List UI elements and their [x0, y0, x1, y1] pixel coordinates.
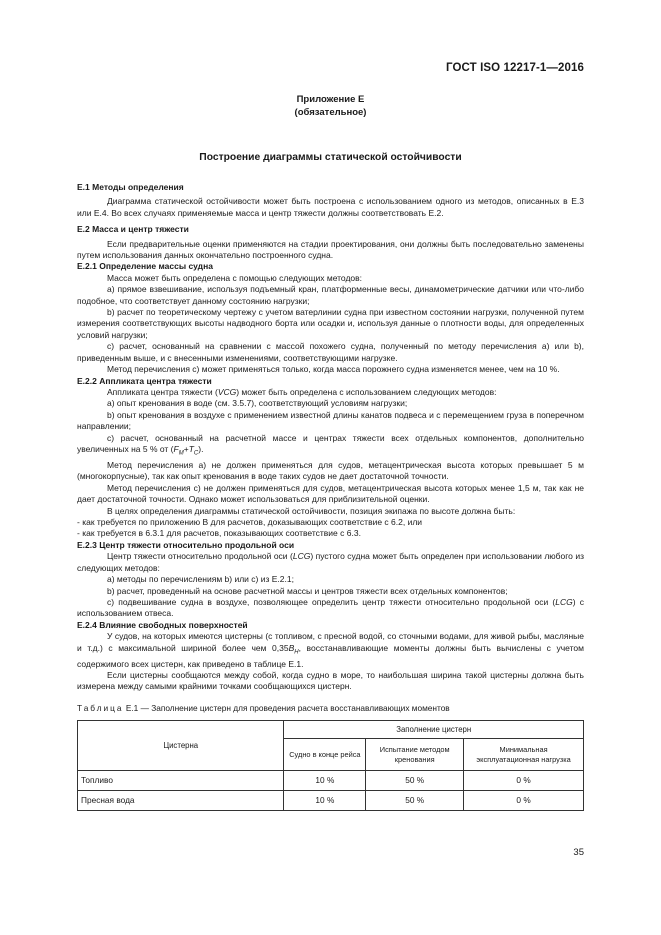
text-run: c) расчет, основанный на расчетной массе и центрах тяжести всех отдельных компонентов, дополнительно увеличенных на 5 % от ( [77, 432, 584, 454]
document-body [77, 179, 584, 811]
column-header-heel-test: Испытание методом кренования [366, 739, 464, 771]
table-row [78, 791, 584, 811]
section-e24-heading: Е.2.4 Влияние свободных поверхностей [77, 619, 248, 630]
cell-voyage: 10 % [284, 791, 366, 811]
list-item [77, 597, 584, 620]
abbreviation: LCG [292, 551, 311, 562]
cell-tank: Топливо [78, 771, 284, 791]
paragraph: Метод перечисления а) не должен применяться для судов, метацентрическая высота которых превышает 5 м (многокорпусные), так как опыт кренования в воде таких судов не дает достаточной точности. [77, 460, 584, 482]
list-item: b) расчет, проведенный на основе расчетной массы и центров тяжести всех отдельных компонентов; [107, 585, 508, 596]
table-caption-label: Таблица [77, 702, 124, 713]
list-item: b) расчет по теоретическому чертежу с учетом ватерлинии судна при известном состоянии нагрузки, полученной путем измерения соответствующих высоты надводного борта или осадки и, используя данные о плотности воды, для определенных условий нагрузки; [77, 307, 584, 340]
table-header-row [78, 721, 584, 739]
section-e1-heading: Е.1 Методы определения [77, 182, 184, 192]
text-run: Аппликата центра тяжести ( [107, 386, 218, 397]
text-run: ). [198, 443, 204, 454]
list-item: b) опыт кренования в воздухе с применением известной длины канатов подвеса и с перемещением груза в поперечном направлении; [77, 409, 584, 432]
column-header-group: Заполнение цистерн [284, 721, 584, 739]
paragraph: Метод перечисления с) может применяться только, когда масса порожнего судна изменяется менее, чем на 10 %. [107, 364, 560, 375]
list-item [77, 433, 584, 461]
appendix-label: Приложение Е [296, 94, 365, 105]
formula-subscript: C [193, 450, 199, 457]
paragraph: Диаграмма статической остойчивости может быть построена с использованием одного из методов, описанных в Е.3 или Е.4. Во всех случаях применяемые масса и центр тяжести должны соответствовать Е.2. [77, 196, 584, 218]
document-title: Построение диаграммы статической остойчивости [199, 152, 462, 163]
column-header-tank: Цистерна [78, 721, 284, 771]
formula-symbol: B [288, 642, 295, 653]
list-item: c) расчет, основанный на сравнении с массой похожего судна, полученный по методу перечисления а) или b), приведенным выше, и с внесенными изменениями, соответствующими нагрузке. [77, 341, 584, 363]
paragraph: В целях определения диаграммы статической остойчивости, позиция экипажа по высоте должна быть: [107, 505, 516, 516]
formula-symbol: F [173, 443, 179, 454]
text-run: Центр тяжести относительно продольной оси ( [107, 551, 293, 562]
cell-tank: Пресная вода [78, 791, 284, 811]
section-e22-heading: Е.2.2 Аппликата центра тяжести [77, 375, 212, 386]
paragraph [77, 631, 584, 670]
paragraph [77, 551, 584, 574]
table-caption [77, 703, 584, 714]
standard-header: ГОСТ ISO 12217-1—2016 [446, 62, 584, 74]
abbreviation: LCG [555, 596, 573, 607]
tank-filling-table [77, 720, 584, 811]
cell-voyage: 10 % [284, 771, 366, 791]
paragraph: Масса может быть определена с помощью следующих методов: [107, 272, 363, 283]
text-run: c) подвешивание судна в воздухе, позволяющее определить центр тяжести относительно продольной оси ( [107, 596, 556, 607]
appendix-status: (обязательное) [294, 107, 367, 118]
list-item: a) опыт кренования в воде (см. 3.5.7), соответствующий условиям нагрузки; [107, 398, 408, 409]
text-run: ) с использованием отвеса. [77, 596, 584, 619]
cell-min: 0 % [464, 791, 584, 811]
dash-item: - как требуется по приложению В для расчетов, доказывающих соответствие с 6.2, или [77, 517, 423, 528]
section-e23-heading: Е.2.3 Центр тяжести относительно продольной оси [77, 539, 295, 550]
table-caption-text: Е.1 — Заполнение цистерн для проведения расчета восстанавливающих моментов [123, 702, 450, 713]
paragraph [77, 387, 584, 398]
text-run: У судов, на которых имеются цистерны (с топливом, с пресной водой, со сточными водами, для живой рыбы, масляные и т.д.) с максимальной шириной более чем 0,35 [77, 631, 584, 653]
section-e21-heading: Е.2.1 Определение массы судна [77, 261, 213, 272]
text-run: ) пустого судна может быть определен при использовании любого из следующих методов: [77, 551, 585, 573]
cell-heel: 50 % [366, 771, 464, 791]
page-number: 35 [573, 847, 584, 858]
paragraph: Если предварительные оценки применяются на стадии проектирования, они должны быть последовательно заменены путем использования данных окончательно построенного судна. [77, 238, 584, 261]
formula-operator: + [183, 443, 189, 454]
paragraph: Если цистерны сообщаются между собой, когда судно в море, то наибольшая ширина такой цистерны должна быть измерена между самыми крайними точками сообщающихся цистерн. [77, 670, 584, 692]
column-header-voyage: Судно в конце рейса [284, 739, 366, 771]
section-e2-heading: Е.2 Масса и центр тяжести [77, 224, 189, 235]
column-header-min-load: Минимальная эксплуатационная нагрузка [464, 739, 584, 771]
cell-heel: 50 % [366, 791, 464, 811]
text-run: , восстанавливающие моменты должны быть вычислены с учетом содержимого всех цистерн, как приведено в таблице Е.1. [77, 642, 584, 669]
text-run: ) может быть определена с использованием следующих методов: [236, 386, 497, 397]
formula-subscript: M [178, 450, 184, 457]
list-item: a) методы по перечислениям b) или с) из Е.2.1; [107, 574, 294, 585]
formula-subscript: H [294, 649, 299, 656]
appendix-heading [0, 93, 661, 119]
paragraph: Метод перечисления с) не должен применяться для судов, метацентрическая высота которых менее 1,5 м, так как не дает достаточной точности. Однако может использоваться для приблизительной оценки. [77, 482, 584, 505]
table-row [78, 771, 584, 791]
dash-item: - как требуется в 6.3.1 для расчетов, показывающих соответствие с 6.3. [77, 528, 361, 539]
formula-symbol: T [188, 443, 194, 454]
cell-min: 0 % [464, 771, 584, 791]
abbreviation: VCG [217, 386, 237, 397]
list-item: a) прямое взвешивание, используя подъемный кран, платформенные весы, динамометрические датчики или что-либо подобное, что соответствует данному состоянию нагрузки; [77, 284, 584, 306]
